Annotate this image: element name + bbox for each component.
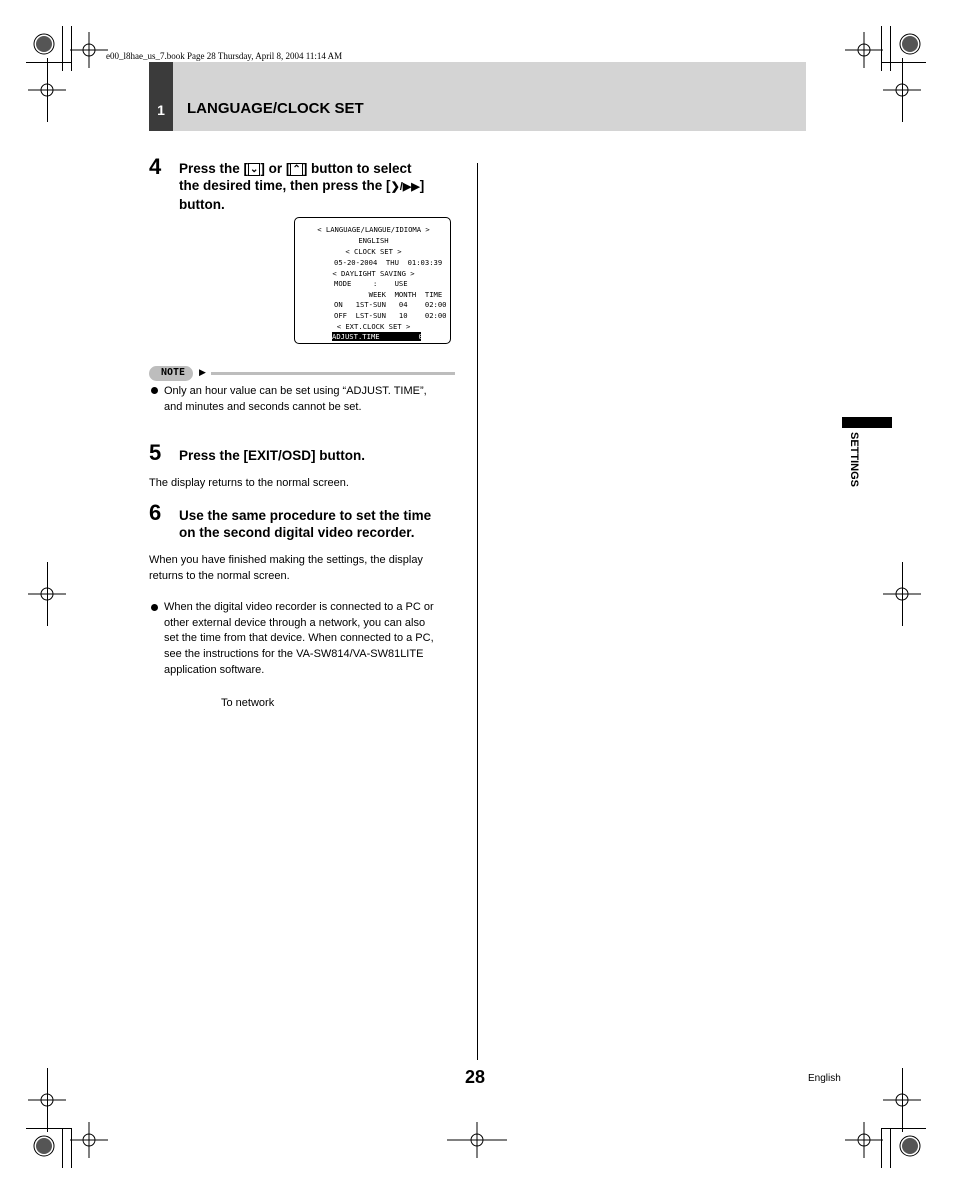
file-info: e00_l8hae_us_7.book Page 28 Thursday, April 8, 2004 11:14 AM	[106, 51, 343, 61]
step-5-text: Press the [EXIT/OSD] button.	[179, 448, 366, 463]
osd-line: 05-20-2004 THU 01:03:39	[334, 258, 443, 267]
step-5-description: The display returns to the normal screen.	[149, 477, 349, 489]
osd-screen	[294, 217, 451, 344]
play-arrow-icon: ▶	[199, 367, 206, 377]
bullet-icon	[151, 387, 158, 394]
osd-line: < EXT.CLOCK SET >	[336, 322, 411, 331]
section-tab-label: SETTINGS	[848, 432, 860, 488]
note-text: Only an hour value can be set using “ADJUST. TIME”, and minutes and seconds cannot be set.	[164, 385, 427, 413]
note-label: NOTE	[161, 367, 186, 378]
forward-icon: ❯/▶▶	[390, 181, 420, 193]
osd-line: ENGLISH	[358, 236, 389, 245]
bullet-icon	[151, 604, 158, 611]
osd-selected-line: ADJUST.TIME 05:00	[332, 332, 441, 341]
step-6-description: When you have finished making the settings, the display returns to the normal screen.	[149, 554, 423, 582]
osd-line: < CLOCK SET >	[345, 247, 402, 256]
diagram-label: To network	[221, 697, 275, 709]
osd-line: OFF LST-SUN 10 02:00	[334, 311, 447, 320]
language-label: English	[808, 1073, 841, 1084]
step-6-number: 6	[149, 500, 162, 525]
osd-line: < LANGUAGE/LANGUE/IDIOMA >	[317, 225, 430, 234]
step-6-text: Use the same procedure to set the time on the second digital video recorder.	[179, 508, 432, 540]
step-4-number: 4	[149, 154, 162, 179]
chapter-header	[149, 62, 806, 131]
chevron-up-icon: ⌃	[292, 164, 301, 175]
page-number: 28	[465, 1067, 486, 1087]
osd-line: MODE : USE	[334, 279, 408, 288]
network-note: When the digital video recorder is connected to a PC or other external device through a network, you can also set the time from that device. When connected to a PC, see the instructions for the VA-SW814/VA-SW81LITE application software.	[164, 601, 434, 676]
osd-line: < DAYLIGHT SAVING >	[332, 269, 415, 278]
note-rule	[211, 372, 455, 375]
step-5-number: 5	[149, 440, 162, 465]
section-tab	[842, 417, 892, 428]
chevron-down-icon: ⌄	[250, 164, 259, 175]
chapter-number: 1	[149, 62, 173, 131]
page-title: LANGUAGE/CLOCK SET	[187, 100, 364, 117]
osd-line: WEEK MONTH TIME	[334, 290, 443, 299]
step-4-text: Press the [ ⌄ ] or [ ⌃ ] button to select the desired time, then press the [❯/▶▶] button.	[179, 161, 425, 212]
osd-line: ON 1ST-SUN 04 02:00	[334, 300, 447, 309]
